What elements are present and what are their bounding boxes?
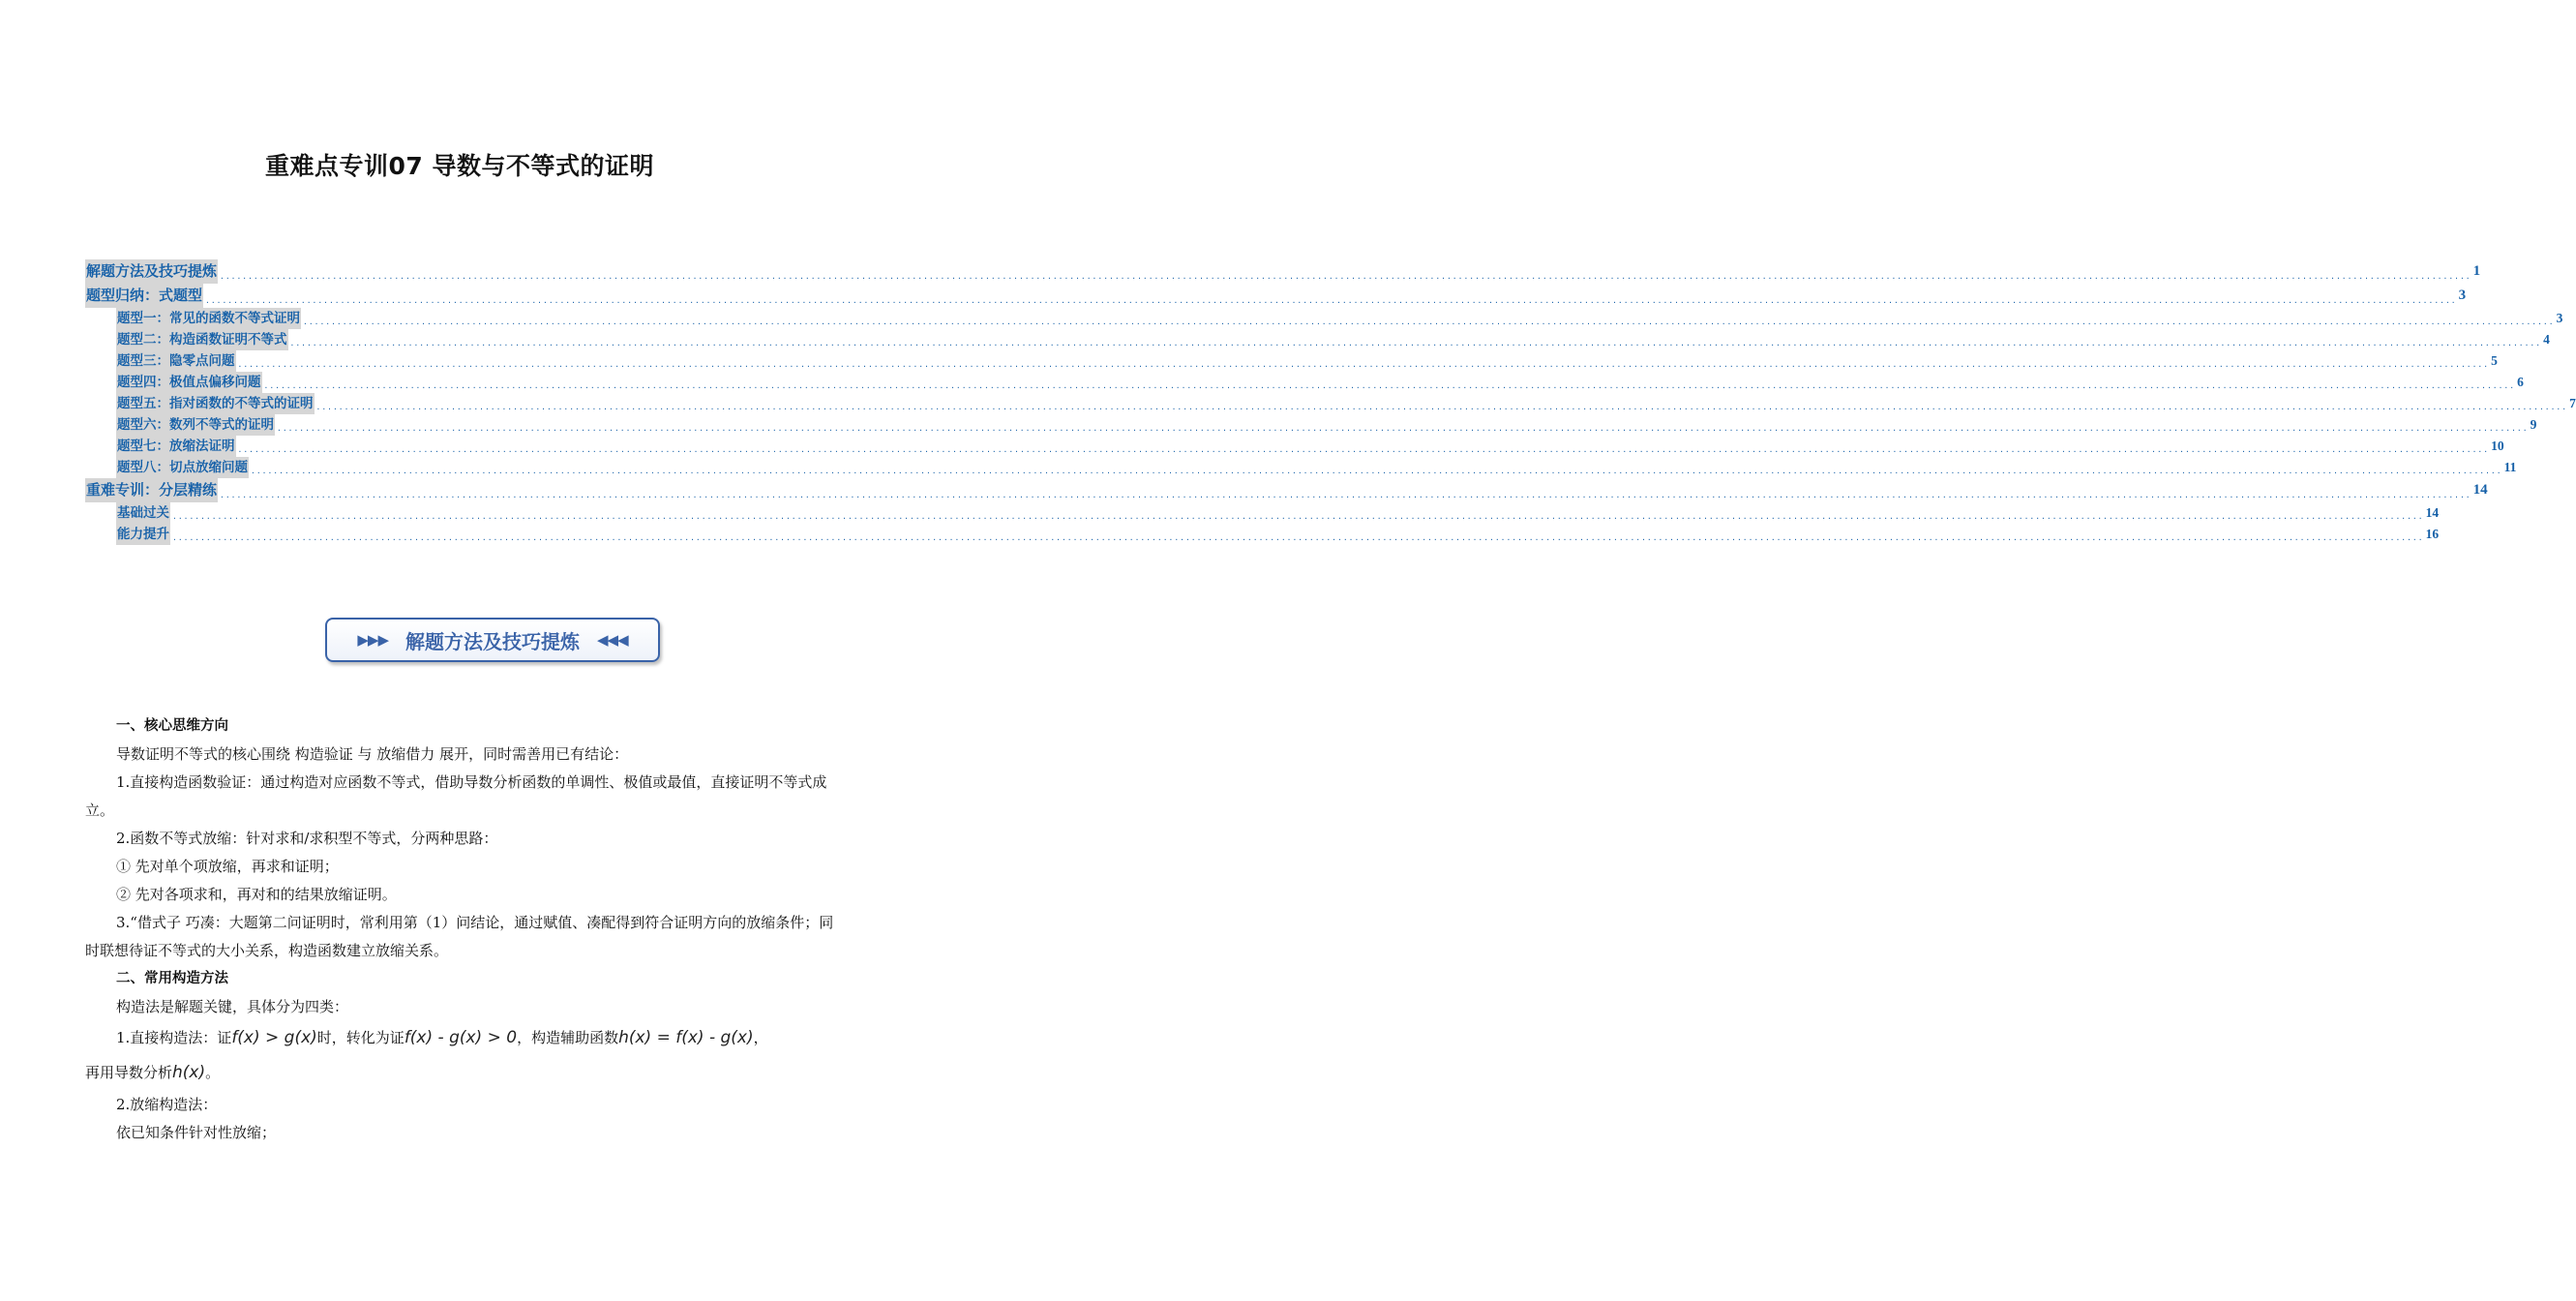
- toc-entry[interactable]: [85, 524, 2440, 545]
- toc-page-number[interactable]: 4: [2543, 332, 2550, 347]
- formula: f(x) - g(x) > 0: [404, 1028, 518, 1047]
- paragraph-with-formula: [85, 1021, 835, 1054]
- toc-page-number[interactable]: 7: [2569, 396, 2576, 410]
- text-span: ，: [753, 1029, 768, 1046]
- toc-entry-label[interactable]: 题型三：隐零点问题: [116, 350, 236, 372]
- toc-leader-dots: ................................................................................................................................................................................................................................................................................................................................................................................................................: [237, 360, 2490, 369]
- left-arrows-icon: ◀◀◀: [597, 631, 628, 649]
- toc-leader-dots: ................................................................................................................................................................................................................................................................................................................................................................................................................: [172, 512, 2424, 521]
- text-span: ，构造辅助函数: [517, 1029, 619, 1046]
- toc-page-number[interactable]: 16: [2425, 527, 2440, 541]
- toc-page-number[interactable]: 14: [2425, 505, 2440, 520]
- section-heading: 一、核心思维方向: [116, 718, 228, 734]
- toc-leader-dots: ................................................................................................................................................................................................................................................................................................................................................................................................................: [237, 445, 2490, 454]
- toc-entry-label[interactable]: 题型八：切点放缩问题: [116, 457, 249, 478]
- toc-page-number[interactable]: 9: [2530, 417, 2537, 432]
- toc-leader-dots: ................................................................................................................................................................................................................................................................................................................................................................................................................: [315, 403, 2568, 411]
- toc-leader-dots: ................................................................................................................................................................................................................................................................................................................................................................................................................: [289, 339, 2542, 348]
- toc-entry-label[interactable]: 题型四：极值点偏移问题: [116, 372, 262, 393]
- toc-entry-label[interactable]: 题型五：指对函数的不等式的证明: [116, 393, 315, 414]
- toc-entry[interactable]: [85, 350, 2498, 372]
- toc-leader-dots: ................................................................................................................................................................................................................................................................................................................................................................................................................: [277, 424, 2529, 433]
- text-span: 1.直接构造法：证: [116, 1029, 232, 1046]
- toc-entry[interactable]: [85, 457, 2517, 478]
- paragraph: 1.直接构造函数验证：通过构造对应函数不等式，借助导数分析函数的单调性、极值或最值，直接证明不等式成立。: [85, 773, 827, 819]
- toc-entry-label[interactable]: 题型七：放缩法证明: [116, 436, 236, 457]
- section-banner: [325, 618, 660, 662]
- paragraph: 3.“借式子 巧凑：大题第二问证明时，常利用第（1）问结论，通过赋值、凑配得到符合证明方向的放缩条件；同时联想待证不等式的大小关系，构造函数建立放缩关系。: [85, 914, 834, 959]
- toc-leader-dots: ................................................................................................................................................................................................................................................................................................................................................................................................................: [303, 318, 2555, 326]
- toc-entry-label[interactable]: 能力提升: [116, 524, 170, 545]
- paragraph: 构造法是解题关键，具体分为四类：: [116, 998, 349, 1015]
- toc-entry[interactable]: [85, 393, 2576, 414]
- paragraph: ① 先对单个项放缩，再求和证明；: [116, 858, 339, 875]
- toc-entry[interactable]: [85, 372, 2524, 393]
- paragraph: 导数证明不等式的核心围绕 构造验证 与 放缩借力 展开，同时需善用已有结论：: [116, 745, 629, 763]
- toc-page-number[interactable]: 11: [2503, 460, 2517, 474]
- toc-page-number[interactable]: 1: [2472, 263, 2481, 279]
- toc-entry-label[interactable]: 题型二：构造函数证明不等式: [116, 329, 288, 350]
- formula: h(x): [172, 1063, 206, 1082]
- toc-entry-label[interactable]: 基础过关: [116, 502, 170, 524]
- toc-page-number[interactable]: 5: [2491, 353, 2498, 368]
- toc-entry[interactable]: [85, 259, 2481, 284]
- toc-entry[interactable]: [85, 436, 2504, 457]
- toc-leader-dots: ................................................................................................................................................................................................................................................................................................................................................................................................................: [251, 467, 2502, 475]
- toc-entry[interactable]: [85, 284, 2467, 308]
- formula: f(x) > g(x): [231, 1028, 317, 1047]
- toc-leader-dots: ................................................................................................................................................................................................................................................................................................................................................................................................................: [220, 272, 2471, 281]
- toc-page-number[interactable]: 3: [2556, 311, 2563, 325]
- toc-page-number[interactable]: 10: [2491, 439, 2504, 453]
- toc-entry-label[interactable]: 解题方法及技巧提炼: [85, 259, 218, 284]
- toc-entry-label[interactable]: 题型一：常见的函数不等式证明: [116, 308, 301, 329]
- toc-entry[interactable]: [85, 308, 2563, 329]
- toc-entry[interactable]: [85, 414, 2537, 436]
- toc-page-number[interactable]: 6: [2517, 375, 2524, 389]
- toc-page-number[interactable]: 14: [2472, 482, 2488, 498]
- paragraph-with-formula: [85, 1054, 835, 1091]
- paragraph: 2.函数不等式放缩：针对求和/求积型不等式，分两种思路：: [116, 830, 498, 847]
- toc-leader-dots: ................................................................................................................................................................................................................................................................................................................................................................................................................: [205, 296, 2457, 305]
- document-body: [85, 712, 835, 1147]
- right-arrows-icon: ▶▶▶: [357, 631, 388, 649]
- toc-entry-label[interactable]: 重难专训：分层精练: [85, 478, 218, 502]
- toc-entry[interactable]: [85, 329, 2550, 350]
- toc-entry-label[interactable]: 题型六：数列不等式的证明: [116, 414, 275, 436]
- banner-title: 解题方法及技巧提炼: [405, 629, 580, 653]
- toc-leader-dots: ................................................................................................................................................................................................................................................................................................................................................................................................................: [263, 381, 2516, 390]
- toc-leader-dots: ................................................................................................................................................................................................................................................................................................................................................................................................................: [172, 533, 2424, 542]
- toc-entry-label[interactable]: 题型归纳：式题型: [85, 284, 203, 308]
- paragraph: 依已知条件针对性放缩；: [116, 1124, 277, 1141]
- text-span: 时，转化为证: [316, 1029, 404, 1046]
- toc-leader-dots: ................................................................................................................................................................................................................................................................................................................................................................................................................: [220, 491, 2471, 499]
- table-of-contents: [85, 259, 2576, 545]
- toc-entry[interactable]: [85, 502, 2440, 524]
- paragraph: ② 先对各项求和，再对和的结果放缩证明。: [116, 886, 397, 903]
- toc-page-number[interactable]: 3: [2458, 287, 2467, 303]
- text-span: 再用导数分析: [85, 1064, 173, 1081]
- section-heading: 二、常用构造方法: [116, 971, 228, 986]
- paragraph: 2.放缩构造法：: [116, 1096, 218, 1113]
- text-span: 。: [205, 1064, 221, 1081]
- formula: h(x) = f(x) - g(x): [618, 1028, 754, 1047]
- document-title: 重难点专训07 导数与不等式的证明: [265, 152, 654, 180]
- toc-entry[interactable]: [85, 478, 2488, 502]
